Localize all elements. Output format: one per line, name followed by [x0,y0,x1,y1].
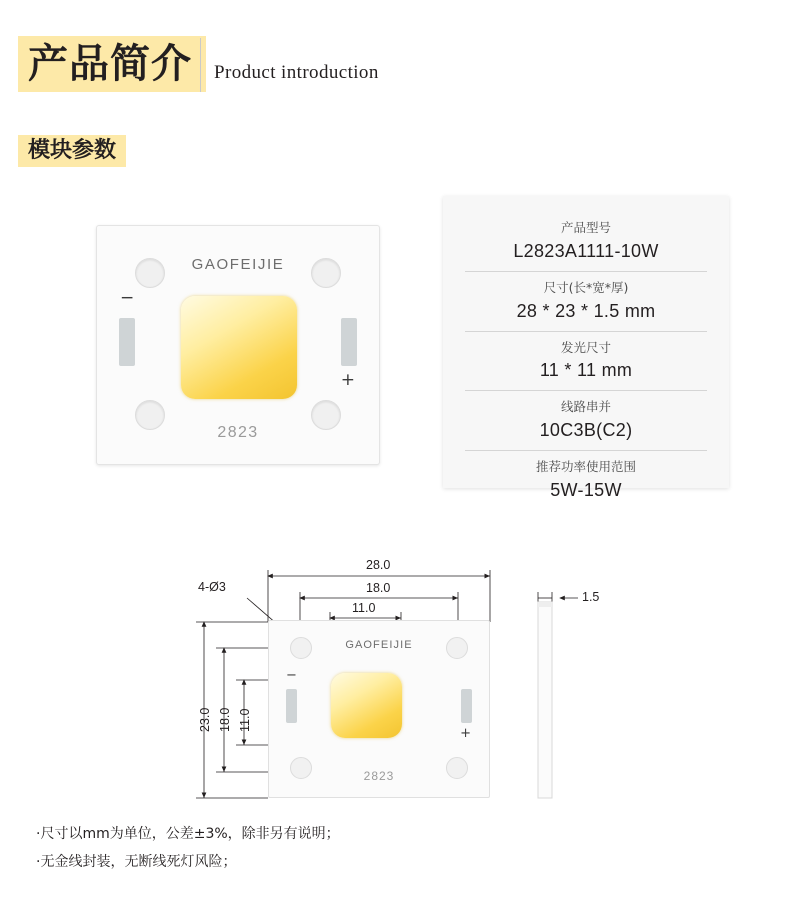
cob-module-drawing [268,620,490,798]
technical-drawing [0,540,790,820]
brand-label: GAOFEIJIE [345,639,413,651]
cob-module-board [96,225,380,465]
section-heading-highlight [18,135,126,167]
side-view-body [538,602,552,798]
spec-value: 5W-15W [550,479,622,500]
dim-thickness: 1.5 [582,590,600,604]
spec-table-card [443,196,729,500]
spec-label: 线路串并 [560,399,611,415]
spec-row [465,391,707,451]
anode-sign: + [460,726,471,741]
dim-overall-width: 28.0 [366,558,391,572]
spec-label: 推荐功率使用范围 [535,459,636,474]
section-heading: 模块参数 [28,138,117,163]
spec-value: 28 * 23 * 1.5 mm [516,300,656,321]
spec-label: 尺寸(长*宽*厚) [543,279,629,295]
cathode-sign: − [286,668,297,683]
cathode-pad [286,689,297,723]
spec-value: 10C3B(C2) [539,420,633,440]
model-print-label: 2823 [363,769,395,783]
note-item: ·尺寸以mm为单位，公差±3%，除非另有说明； [36,826,340,842]
spec-label: 产品型号 [560,220,611,235]
spec-row [465,451,707,510]
spec-value: 11 * 11 mm [539,360,633,381]
page-header [18,36,558,96]
dim-overall-height: 23.0 [198,707,212,732]
anode-pad [461,689,472,723]
spec-row [465,272,707,332]
page-title-highlight [18,36,206,92]
phosphor-emitter [331,673,402,738]
anode-pad [341,318,357,366]
page-title: 产品简介 [28,41,192,87]
phosphor-emitter [181,296,297,399]
cathode-sign: − [120,288,135,308]
spec-table [465,212,707,510]
dim-emitter-width: 11.0 [352,601,376,615]
cathode-pad [119,318,135,366]
hole-callout: 4-Ø3 [198,580,226,594]
dim-hole-span-height: 18.0 [218,707,232,732]
page-subtitle-en: Product introduction [214,62,379,83]
note-item: ·无金线封装，无断线死灯风险； [36,854,237,870]
spec-label: 发光尺寸 [560,339,611,355]
spec-value: L2823A1111-10W [513,240,659,261]
dim-emitter-height: 11.0 [238,708,252,732]
spec-row [465,212,707,272]
anode-sign: + [340,370,355,390]
model-print-label: 2823 [217,424,259,441]
header-divider [200,38,201,92]
dim-hole-span-width: 18.0 [366,581,391,595]
spec-row [465,332,707,392]
product-photo [96,225,380,465]
notes-block [36,820,736,876]
brand-label: GAOFEIJIE [191,256,285,273]
